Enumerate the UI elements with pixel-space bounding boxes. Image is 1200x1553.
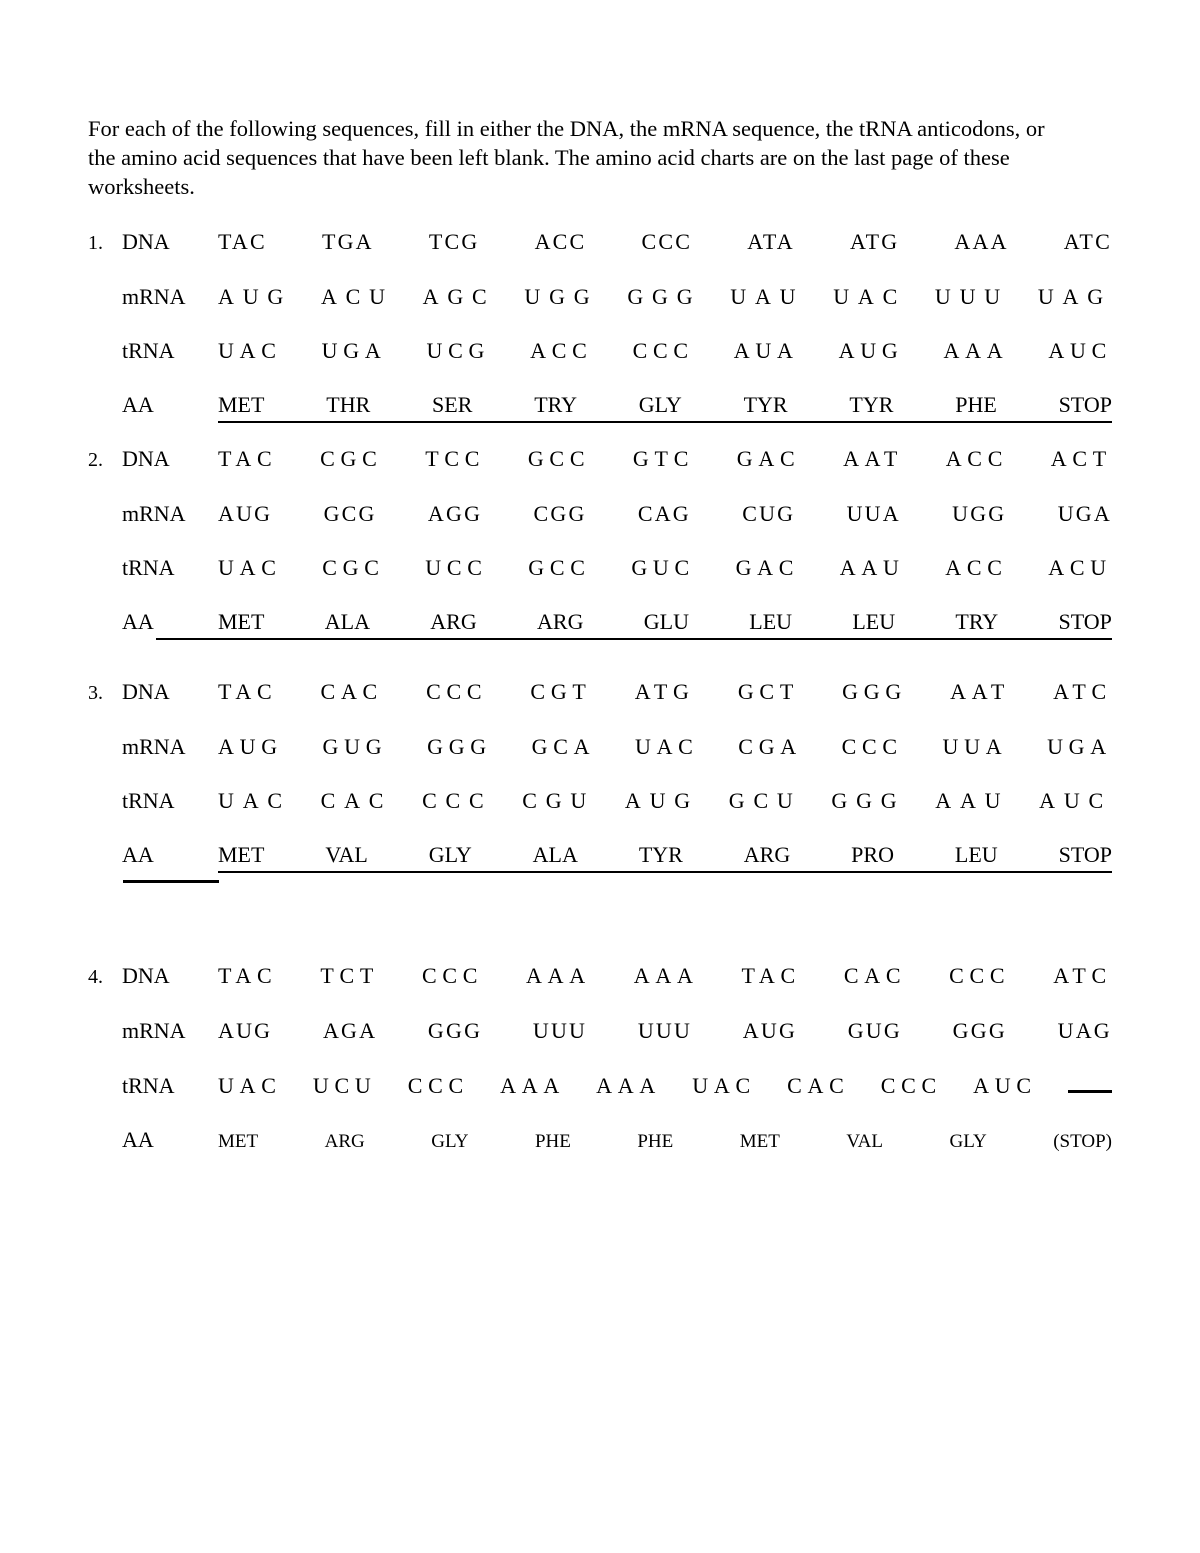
codon: AUG (624, 788, 699, 813)
codon: ATG (634, 679, 695, 704)
codon: UGG (524, 284, 599, 309)
codon: GAC (736, 446, 801, 471)
codon: AGG (427, 501, 483, 526)
codon: MET (218, 392, 265, 417)
codon: AAT (950, 679, 1011, 704)
codon: AUG (218, 734, 283, 759)
mrna-row (88, 284, 1112, 310)
amino-acid-answers (218, 1129, 1112, 1155)
sequence-worksheet (88, 229, 1112, 1155)
codon: UAC (218, 788, 291, 813)
codon: AAA (596, 1073, 661, 1098)
codon: STOP (1058, 609, 1112, 634)
section-number: 4. (88, 966, 103, 988)
codon: AUC (1039, 788, 1112, 813)
codon: UGA (321, 338, 387, 363)
codon: GCU (728, 788, 802, 813)
codon: ACC (534, 229, 587, 254)
codon: ACU (320, 284, 394, 309)
codon: UAC (634, 734, 699, 759)
blank-line-inline (1068, 1072, 1112, 1093)
dna-row (88, 679, 1112, 706)
mrna-row (88, 501, 1112, 527)
codon: UAG (1057, 1018, 1112, 1043)
codon: GCC (527, 446, 591, 471)
codon: CGT (530, 679, 592, 704)
codon: CCC (841, 734, 903, 759)
codon: AUC (973, 1073, 1037, 1098)
codon: CGC (322, 555, 385, 580)
codon: GUG (847, 1018, 902, 1043)
codon: TAC (218, 229, 267, 254)
codon: CAC (320, 788, 393, 813)
trna-row (88, 1072, 1112, 1099)
codon: AAU (839, 555, 905, 580)
codon: STOP (1058, 392, 1112, 417)
intro-paragraph (88, 114, 1112, 201)
codon-sequence (218, 734, 1112, 760)
dna-row (88, 229, 1112, 256)
row-label: tRNA (122, 1073, 175, 1098)
amino-acid-row (88, 1127, 1112, 1155)
codon: ALA (532, 842, 578, 867)
codon: CCC (949, 963, 1011, 988)
codon: CCC (426, 679, 488, 704)
codon: TRY (955, 609, 999, 634)
codon: ARG (430, 609, 477, 634)
codon: UAC (833, 284, 907, 309)
codon: GAC (735, 555, 800, 580)
codon: GGG (842, 679, 907, 704)
codon: CGA (738, 734, 802, 759)
codon: LEU (852, 609, 896, 634)
section-number: 1. (88, 232, 103, 254)
row-label: mRNA (122, 501, 186, 526)
codon: CCC (641, 229, 693, 254)
codon: UCC (425, 555, 488, 580)
amino-acid-row (88, 609, 1112, 635)
codon: AAA (633, 963, 699, 988)
section-number: 2. (88, 449, 103, 471)
codon: ACC (945, 555, 1008, 580)
codon-sequence (218, 501, 1112, 527)
codon-sequence (218, 555, 1112, 581)
codon: CGC (320, 446, 383, 471)
codon: GLY (428, 842, 472, 867)
intro-line: the amino acid sequences that have been left blank. The amino acid charts are on the last page of these (88, 145, 1010, 170)
codon: GLY (949, 1131, 987, 1152)
codon: AUA (733, 338, 799, 363)
codon: TAC (218, 446, 278, 471)
codon: MET (218, 1131, 259, 1152)
codon: THR (326, 392, 371, 417)
codon-sequence (218, 229, 1112, 255)
codon: CAC (843, 963, 907, 988)
row-label: tRNA (122, 555, 175, 580)
codon: GTC (632, 446, 695, 471)
codon: AAT (843, 446, 904, 471)
codon: UUU (934, 284, 1009, 309)
codon: CCC (632, 338, 694, 363)
row-label: mRNA (122, 1018, 186, 1043)
codon: TYR (638, 842, 683, 867)
mrna-row (88, 734, 1112, 760)
codon: ACC (945, 446, 1009, 471)
codon: PHE (637, 1131, 674, 1152)
codon: AAA (500, 1073, 565, 1098)
codon: ATC (1053, 679, 1112, 704)
row-label: tRNA (122, 788, 175, 813)
codon: GGG (952, 1018, 1007, 1043)
codon: STOP (1058, 842, 1112, 867)
codon: ATA (747, 229, 795, 254)
blank-answer-line (123, 880, 219, 883)
amino-acid-answers (218, 609, 1112, 635)
codon-sequence (218, 446, 1112, 472)
codon: UUA (846, 501, 901, 526)
section-number: 3. (88, 682, 103, 704)
trna-row (88, 338, 1112, 364)
codon: AUG (218, 501, 273, 526)
codon: CAC (787, 1073, 850, 1098)
codon: VAL (846, 1131, 884, 1152)
codon: PRO (851, 842, 894, 867)
codon: CAG (637, 501, 691, 526)
codon: GCA (531, 734, 596, 759)
row-label: mRNA (122, 284, 186, 309)
amino-acid-row (88, 842, 1112, 868)
codon: GCT (737, 679, 799, 704)
codon: CCC (422, 788, 493, 813)
codon-sequence (218, 788, 1112, 814)
amino-acid-answers (218, 392, 1112, 418)
codon: AAA (526, 963, 591, 988)
codon: GGG (831, 788, 906, 813)
codon: UGA (1057, 501, 1112, 526)
codon: CGG (533, 501, 587, 526)
codon: UAU (730, 284, 805, 309)
codon: UAC (692, 1073, 756, 1098)
intro-line: worksheets. (88, 174, 195, 199)
codon: GLY (638, 392, 682, 417)
codon: LEU (749, 609, 793, 634)
codon: PHE (534, 1131, 571, 1152)
row-label: AA (122, 1127, 154, 1152)
codon: GGG (427, 734, 492, 759)
codon: ATC (1063, 229, 1112, 254)
codon: ACC (530, 338, 593, 363)
codon: AUG (742, 1018, 798, 1043)
codon: TGA (321, 229, 374, 254)
codon: CGU (522, 788, 596, 813)
amino-acid-row (88, 392, 1112, 418)
codon: MET (739, 1131, 780, 1152)
codon: CUG (742, 501, 796, 526)
codon: AUC (1048, 338, 1112, 363)
codon: UCG (426, 338, 491, 363)
codon: UUU (637, 1018, 693, 1043)
codon: SER (432, 392, 473, 417)
codon: TYR (849, 392, 894, 417)
codon: TYR (743, 392, 788, 417)
codon: TCT (320, 963, 380, 988)
codon: GGG (627, 284, 702, 309)
mrna-row (88, 1018, 1112, 1044)
row-label: DNA (122, 963, 170, 988)
codon: UAC (218, 555, 282, 580)
codon: ATC (1053, 963, 1112, 988)
codon: UGG (952, 501, 1007, 526)
codon-sequence (218, 338, 1112, 364)
codon: TRY (534, 392, 577, 417)
trna-row (88, 788, 1112, 814)
codon: UUU (532, 1018, 588, 1043)
codon: MET (218, 842, 265, 867)
codon: AAA (954, 229, 1009, 254)
codon: AGC (422, 284, 496, 309)
codon: AAA (943, 338, 1009, 363)
codon: TCG (428, 229, 480, 254)
codon: UCU (312, 1073, 377, 1098)
codon: AGA (322, 1018, 378, 1043)
codon: GLU (643, 609, 689, 634)
codon: GCG (323, 501, 377, 526)
dna-row (88, 963, 1112, 990)
codon: CCC (880, 1073, 942, 1098)
codon: AUG (218, 1018, 273, 1043)
codon: CCC (421, 963, 484, 988)
codon: ACU (1048, 555, 1112, 580)
codon: TAC (218, 679, 278, 704)
section-1 (88, 229, 1112, 418)
row-label: AA (122, 609, 154, 634)
codon: AUG (838, 338, 904, 363)
codon: UAC (218, 1073, 282, 1098)
codon: GLY (431, 1131, 469, 1152)
codon: TAC (218, 963, 278, 988)
codon: (STOP) (1053, 1131, 1112, 1152)
codon-sequence (218, 679, 1112, 705)
codon: TCC (425, 446, 486, 471)
codon: GGG (427, 1018, 483, 1043)
codon-sequence (218, 1072, 1112, 1099)
codon: ATG (849, 229, 900, 254)
codon: CAC (320, 679, 383, 704)
row-label: AA (122, 842, 154, 867)
section-2 (88, 446, 1112, 635)
row-label: tRNA (122, 338, 175, 363)
row-label: DNA (122, 679, 170, 704)
section-4 (88, 963, 1112, 1155)
codon: GUG (322, 734, 388, 759)
intro-line: For each of the following sequences, fill in either the DNA, the mRNA sequence, the tRNA anticodons, or (88, 116, 1045, 141)
codon-sequence (218, 963, 1112, 989)
codon: GCC (528, 555, 591, 580)
row-label: DNA (122, 229, 170, 254)
codon-sequence (218, 284, 1112, 310)
codon: UGA (1047, 734, 1112, 759)
codon: GUC (631, 555, 695, 580)
row-label: AA (122, 392, 154, 417)
codon: PHE (955, 392, 997, 417)
codon: UAC (218, 338, 282, 363)
codon: ARG (537, 609, 584, 634)
codon: AAU (935, 788, 1010, 813)
amino-acid-answers (218, 842, 1112, 868)
dna-row (88, 446, 1112, 473)
section-3 (88, 679, 1112, 883)
codon: UUA (942, 734, 1008, 759)
codon: TAC (741, 963, 801, 988)
codon: AUG (218, 284, 293, 309)
codon-sequence (218, 1018, 1112, 1044)
codon: VAL (325, 842, 368, 867)
trna-row (88, 555, 1112, 581)
codon: ARG (743, 842, 791, 867)
codon: ARG (324, 1131, 365, 1152)
codon: MET (218, 609, 265, 634)
codon: LEU (954, 842, 998, 867)
codon: CCC (407, 1073, 469, 1098)
codon: UAG (1037, 284, 1112, 309)
codon: ALA (324, 609, 370, 634)
codon: ACT (1050, 446, 1112, 471)
row-label: mRNA (122, 734, 186, 759)
row-label: DNA (122, 446, 170, 471)
